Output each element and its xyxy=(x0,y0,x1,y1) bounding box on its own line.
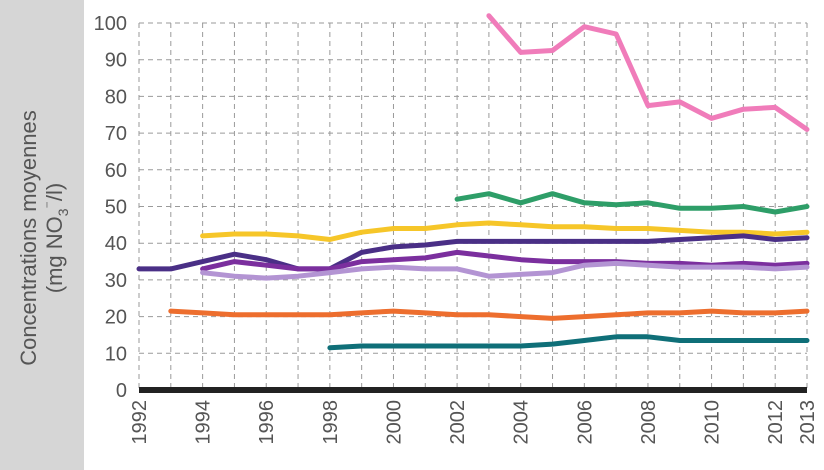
y-axis-label xyxy=(16,110,71,366)
y-axis-label-line1: Concentrations moyennes xyxy=(16,110,41,366)
x-tick-label: 2012 xyxy=(765,400,788,445)
series-line xyxy=(330,337,807,348)
y-tick-label: 60 xyxy=(104,159,127,182)
y-tick-label: 70 xyxy=(104,123,127,146)
y-tick-label: 20 xyxy=(104,306,127,329)
y-tick-label: 40 xyxy=(104,233,127,256)
series-lines xyxy=(139,16,807,348)
x-tick-label: 2008 xyxy=(637,400,660,445)
y-tick-label: 90 xyxy=(104,49,127,72)
x-tick-label: 2010 xyxy=(701,400,724,445)
y-axis-label-line2 xyxy=(41,183,71,294)
ylabel-superscript: ⁻ xyxy=(41,201,57,209)
x-tick-label: 2006 xyxy=(574,400,597,445)
x-tick-label: 1998 xyxy=(319,400,342,445)
y-tick-label: 50 xyxy=(104,196,127,219)
ylabel-subscript: 3 xyxy=(55,208,71,217)
x-tick-label: 1994 xyxy=(192,400,215,445)
x-tick-label: 1992 xyxy=(129,400,151,445)
ylabel-part-1: (mg NO xyxy=(42,216,67,294)
y-tick-label: 100 xyxy=(93,13,127,35)
y-tick-label: 10 xyxy=(104,343,127,366)
x-tick-label: 1996 xyxy=(256,400,279,445)
x-tick-label: 2002 xyxy=(447,400,470,445)
x-tick-label: 2000 xyxy=(383,400,406,445)
y-tick-label: 30 xyxy=(104,269,127,292)
y-tick-labels xyxy=(94,13,127,402)
y-tick-label: 80 xyxy=(104,86,127,109)
x-tick-labels xyxy=(129,400,819,445)
series-line xyxy=(457,194,807,212)
y-tick-label: 0 xyxy=(115,380,127,402)
x-tick-label: 2013 xyxy=(797,400,819,445)
ylabel-part-4: /l) xyxy=(42,182,67,202)
x-tick-label: 2004 xyxy=(510,400,533,445)
